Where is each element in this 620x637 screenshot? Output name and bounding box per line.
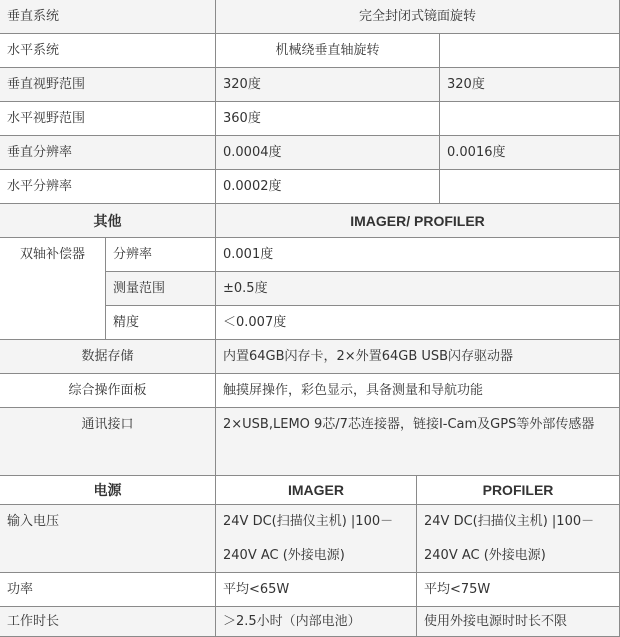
label-text: 水平视野范围	[7, 110, 86, 126]
row-hres-imager	[216, 170, 440, 204]
row-vres-imager	[216, 136, 440, 170]
label-text: 水平系统	[7, 42, 60, 58]
row-hres-empty	[440, 170, 620, 204]
row-hres-label	[0, 170, 216, 204]
value-text: 使用外接电源时时长不限	[424, 613, 568, 629]
row-hfov-label	[0, 102, 216, 136]
value-text: ＜0.007度	[223, 314, 287, 330]
value-text: 0.0002度	[223, 178, 282, 194]
row-power-imager	[216, 573, 417, 607]
value-text: ＞2.5小时（内部电池）	[223, 613, 361, 629]
value-text: 320度	[447, 76, 485, 92]
compensator-range-value	[216, 272, 620, 306]
value-line-2: 240V AC (外接电源)	[223, 548, 345, 563]
row-horizontal-system-value	[216, 34, 440, 68]
label-text: 功率	[7, 581, 34, 597]
value-text: 320度	[223, 76, 261, 92]
label-text: 综合操作面板	[68, 382, 147, 398]
row-storage-value	[216, 340, 620, 374]
row-comm-label	[0, 408, 216, 476]
header-text: 其他	[93, 212, 122, 229]
value-text: 触摸屏操作，彩色显示，具备测量和导航功能	[223, 382, 484, 398]
row-power-label	[0, 573, 216, 607]
compensator-res-label	[106, 238, 216, 272]
row-hfov-empty	[440, 102, 620, 136]
value-text: 0.0016度	[447, 144, 506, 160]
row-vres-label	[0, 136, 216, 170]
row-power-profiler	[417, 573, 620, 607]
row-runtime-label	[0, 607, 216, 637]
section-header-other	[0, 204, 216, 238]
row-vfov-label	[0, 68, 216, 102]
compensator-range-label	[106, 272, 216, 306]
compensator-label	[0, 238, 106, 340]
row-voltage-imager	[216, 505, 417, 573]
row-voltage-profiler	[417, 505, 620, 573]
header-text: 电源	[93, 481, 122, 498]
value-text: 机械绕垂直轴旋转	[275, 42, 380, 58]
row-vres-profiler	[440, 136, 620, 170]
label-text: 通讯接口	[81, 417, 134, 432]
value-line-1: 24V DC(扫描仪主机) |100－	[223, 514, 394, 529]
row-runtime-imager	[216, 607, 417, 637]
value-text: 完全封闭式镜面旋转	[358, 8, 476, 24]
header-text: PROFILER	[482, 481, 554, 498]
value-text: ±0.5度	[223, 280, 268, 296]
compensator-accuracy-label	[106, 306, 216, 340]
label-text: 分辨率	[113, 246, 153, 262]
label-text: 精度	[113, 314, 140, 330]
label-text: 输入电压	[7, 514, 60, 529]
label-text: 数据存储	[81, 348, 134, 364]
label-text: 水平分辨率	[7, 178, 73, 194]
value-text: 平均<75W	[424, 581, 491, 597]
row-storage-label	[0, 340, 216, 374]
section-header-profiler	[417, 476, 620, 505]
value-text: 2×USB,LEMO 9芯/7芯连接器，链接I-Cam及GPS等外部传感器	[223, 417, 595, 432]
section-header-power	[0, 476, 216, 505]
value-text: 内置64GB闪存卡，2×外置64GB USB闪存驱动器	[223, 348, 514, 364]
row-panel-label	[0, 374, 216, 408]
row-hfov-imager	[216, 102, 440, 136]
row-runtime-profiler	[417, 607, 620, 637]
header-text: IMAGER	[288, 481, 344, 498]
row-horizontal-system-empty	[440, 34, 620, 68]
compensator-accuracy-value	[216, 306, 620, 340]
value-line-2: 240V AC (外接电源)	[424, 548, 546, 563]
compensator-res-value	[216, 238, 620, 272]
value-text: 0.0004度	[223, 144, 282, 160]
value-text: 360度	[223, 110, 261, 126]
row-vertical-system-label	[0, 0, 216, 34]
row-panel-value	[216, 374, 620, 408]
value-text: 平均<65W	[223, 581, 290, 597]
section-header-imager-profiler	[216, 204, 620, 238]
value-line-1: 24V DC(扫描仪主机) |100－	[424, 514, 595, 529]
label-text: 工作时长	[7, 613, 60, 629]
value-text: 0.001度	[223, 246, 274, 262]
row-comm-value	[216, 408, 620, 476]
label-text: 测量范围	[113, 280, 166, 296]
row-vfov-imager	[216, 68, 440, 102]
row-vfov-profiler	[440, 68, 620, 102]
label-text: 垂直分辨率	[7, 144, 73, 160]
label-text: 双轴补偿器	[19, 247, 85, 262]
header-text: IMAGER/ PROFILER	[350, 212, 485, 229]
row-horizontal-system-label	[0, 34, 216, 68]
label-text: 垂直视野范围	[7, 76, 86, 92]
label-text: 垂直系统	[7, 8, 60, 24]
row-vertical-system-value	[216, 0, 620, 34]
section-header-imager	[216, 476, 417, 505]
row-voltage-label	[0, 505, 216, 573]
